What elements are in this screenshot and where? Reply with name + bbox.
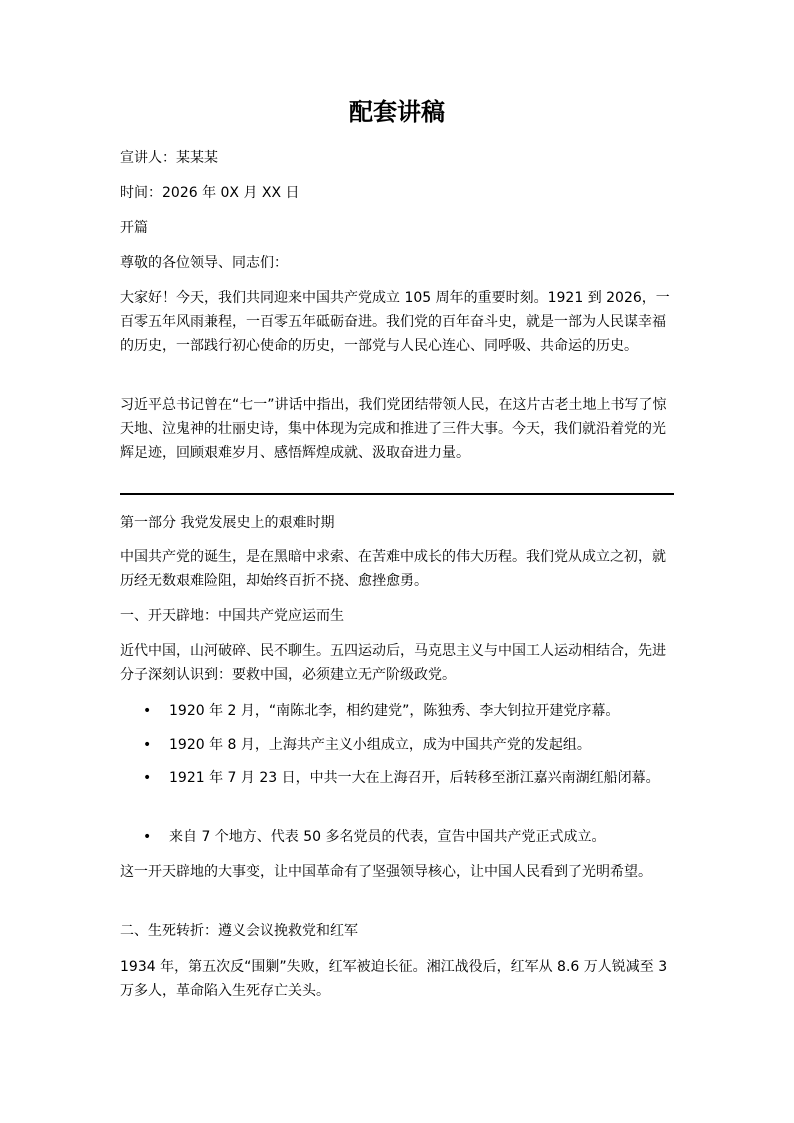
section2-paragraph: 1934 年，第五次反“围剿”失败，红军被迫长征。湘江战役后，红军从 8.6 万人锐减至 3 万多人，革命陷入生死存亡关头。 [120, 959, 668, 999]
list-item: 1920 年 2 月，“南陈北李，相约建党”，陈独秀、李大钊拉开建党序幕。 [169, 703, 620, 719]
list-item: 来自 7 个地方、代表 50 多名党员的代表，宣告中国共产党正式成立。 [169, 829, 606, 845]
section1-heading: 一、开天辟地：中国共产党应运而生 [120, 608, 344, 624]
opening-heading: 开篇 [120, 220, 148, 236]
section1-paragraph: 近代中国，山河破碎、民不聊生。五四运动后，马克思主义与中国工人运动相结合，先进分子深刻认识到：要救中国，必须建立无产阶级政党。 [120, 643, 666, 683]
speaker-line: 宣讲人：某某某 [120, 150, 218, 166]
part1-intro: 中国共产党的诞生，是在黑暗中求索、在苦难中成长的伟大历程。我们党从成立之初，就历经无数艰难险阻，却始终百折不挠、愈挫愈勇。 [120, 549, 666, 589]
opening-paragraph: 习近平总书记曾在“七一”讲话中指出，我们党团结带领人民，在这片古老土地上书写了惊天地、泣鬼神的壮丽史诗，集中体现为完成和推进了三件大事。今天，我们就沿着党的光辉足迹，回顾艰难岁月、感悟辉煌成就、汲取奋进力量。 [120, 397, 667, 461]
section2-heading: 二、生死转折：遵义会议挽救党和红军 [120, 923, 358, 939]
section-divider [120, 493, 674, 495]
date-line: 时间：2026 年 0X 月 XX 日 [120, 185, 300, 201]
bullet-marker: • [143, 770, 152, 786]
bullet-marker: • [143, 737, 152, 753]
bullet-marker: • [143, 829, 152, 845]
bullet-marker: • [143, 703, 152, 719]
document-title: 配套讲稿 [349, 98, 445, 126]
list-item: 1921 年 7 月 23 日，中共一大在上海召开，后转移至浙江嘉兴南湖红船闭幕。 [169, 770, 660, 786]
list-item: 1920 年 8 月，上海共产主义小组成立，成为中国共产党的发起组。 [169, 737, 591, 753]
part1-heading: 第一部分 我党发展史上的艰难时期 [120, 515, 335, 531]
opening-paragraph: 大家好！今天，我们共同迎来中国共产党成立 105 周年的重要时刻。1921 到 2026，一百零五年风雨兼程，一百零五年砥砺奋进。我们党的百年奋斗史，就是一部为人民谋幸福的历史，一部践行初心使命的历史，一部党与人民心连心、同呼吸、共命运的历史。 [120, 290, 670, 354]
salutation: 尊敬的各位领导、同志们： [120, 255, 288, 271]
section1-conclusion: 这一开天辟地的大事变，让中国革命有了坚强领导核心，让中国人民看到了光明希望。 [120, 864, 652, 880]
